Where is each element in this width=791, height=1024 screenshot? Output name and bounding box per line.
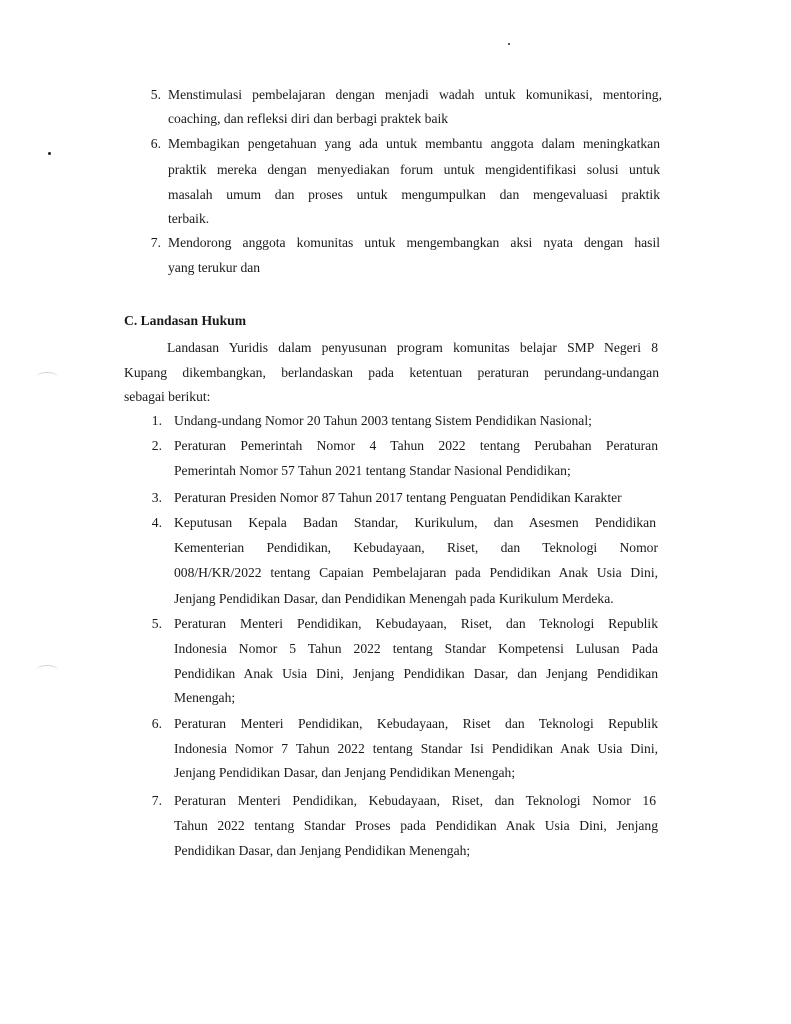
list-item-text: 008/H/KR/2022 tentang Capaian Pembelajaran pada Pendidikan Anak Usia Dini,: [174, 565, 658, 580]
scan-margin-mark: [36, 665, 58, 676]
list-item-text: Jenjang Pendidikan Dasar, dan Pendidikan Menengah pada Kurikulum Merdeka.: [174, 591, 614, 606]
list-item-number: 2.: [151, 438, 162, 453]
scan-margin-mark: [36, 372, 58, 383]
list-item-text: Undang-undang Nomor 20 Tahun 2003 tentang Sistem Pendidikan Nasional;: [174, 413, 592, 428]
paragraph-line: Kupang dikembangkan, berlandaskan pada ketentuan peraturan perundang-undangan: [124, 365, 659, 380]
list-item-number: 7.: [151, 793, 162, 808]
list-item-number: 3.: [151, 490, 162, 505]
list-item-text: Peraturan Menteri Pendidikan, Kebudayaan, Riset dan Teknologi Republik: [174, 716, 658, 731]
list-item-text: Kementerian Pendidikan, Kebudayaan, Riset, dan Teknologi Nomor: [174, 540, 658, 555]
list-item-text: Membagikan pengetahuan yang ada untuk membantu anggota dalam meningkatkan: [168, 136, 660, 151]
list-item-number: 1.: [151, 413, 162, 428]
list-item-text: masalah umum dan proses untuk mengumpulkan dan mengevaluasi praktik: [168, 187, 660, 202]
list-item-number: 7.: [150, 235, 161, 250]
list-item-text: Jenjang Pendidikan Dasar, dan Jenjang Pendidikan Menengah;: [174, 765, 516, 780]
section-heading: C. Landasan Hukum: [124, 313, 247, 328]
list-item-number: 5.: [151, 616, 162, 631]
scan-speck: [48, 152, 51, 155]
scan-speck: [508, 43, 510, 45]
list-item-text: coaching, dan refleksi diri dan berbagi praktek baik: [168, 111, 449, 126]
list-item-text: Keputusan Kepala Badan Standar, Kurikulum, dan Asesmen Pendidikan: [174, 515, 656, 530]
list-item-number: 6.: [151, 716, 162, 731]
list-item-text: terbaik.: [168, 211, 210, 226]
list-item-text: Mendorong anggota komunitas untuk mengembangkan aksi nyata dengan hasil: [168, 235, 660, 250]
list-item-text: Peraturan Pemerintah Nomor 4 Tahun 2022 tentang Perubahan Peraturan: [174, 438, 658, 453]
list-item-text: Peraturan Menteri Pendidikan, Kebudayaan, Riset, dan Teknologi Republik: [174, 616, 658, 631]
list-item-text: Indonesia Nomor 5 Tahun 2022 tentang Standar Kompetensi Lulusan Pada: [174, 641, 658, 656]
list-item-number: 5.: [150, 87, 161, 102]
list-item-text: Menengah;: [174, 690, 236, 705]
list-item-text: Peraturan Presiden Nomor 87 Tahun 2017 tentang Penguatan Pendidikan Karakter: [174, 490, 622, 505]
list-item-number: 6.: [150, 136, 161, 151]
list-item-text: Pemerintah Nomor 57 Tahun 2021 tentang Standar Nasional Pendidikan;: [174, 463, 571, 478]
list-item-text: Menstimulasi pembelajaran dengan menjadi wadah untuk komunikasi, mentoring,: [168, 87, 662, 102]
list-item-text: Peraturan Menteri Pendidikan, Kebudayaan, Riset, dan Teknologi Nomor 16: [174, 793, 656, 808]
list-item-text: Tahun 2022 tentang Standar Proses pada Pendidikan Anak Usia Dini, Jenjang: [174, 818, 658, 833]
list-item-text: praktik mereka dengan menyediakan forum untuk mengidentifikasi solusi untuk: [168, 162, 660, 177]
list-item-number: 4.: [151, 515, 162, 530]
paragraph-line: Landasan Yuridis dalam penyusunan program komunitas belajar SMP Negeri 8: [167, 340, 658, 355]
list-item-text: yang terukur dan: [168, 260, 261, 275]
list-item-text: Indonesia Nomor 7 Tahun 2022 tentang Standar Isi Pendidikan Anak Usia Dini,: [174, 741, 658, 756]
list-item-text: Pendidikan Dasar, dan Jenjang Pendidikan Menengah;: [174, 843, 471, 858]
list-item-text: Pendidikan Anak Usia Dini, Jenjang Pendidikan Dasar, dan Jenjang Pendidikan: [174, 666, 658, 681]
paragraph-line: sebagai berikut:: [124, 389, 211, 404]
